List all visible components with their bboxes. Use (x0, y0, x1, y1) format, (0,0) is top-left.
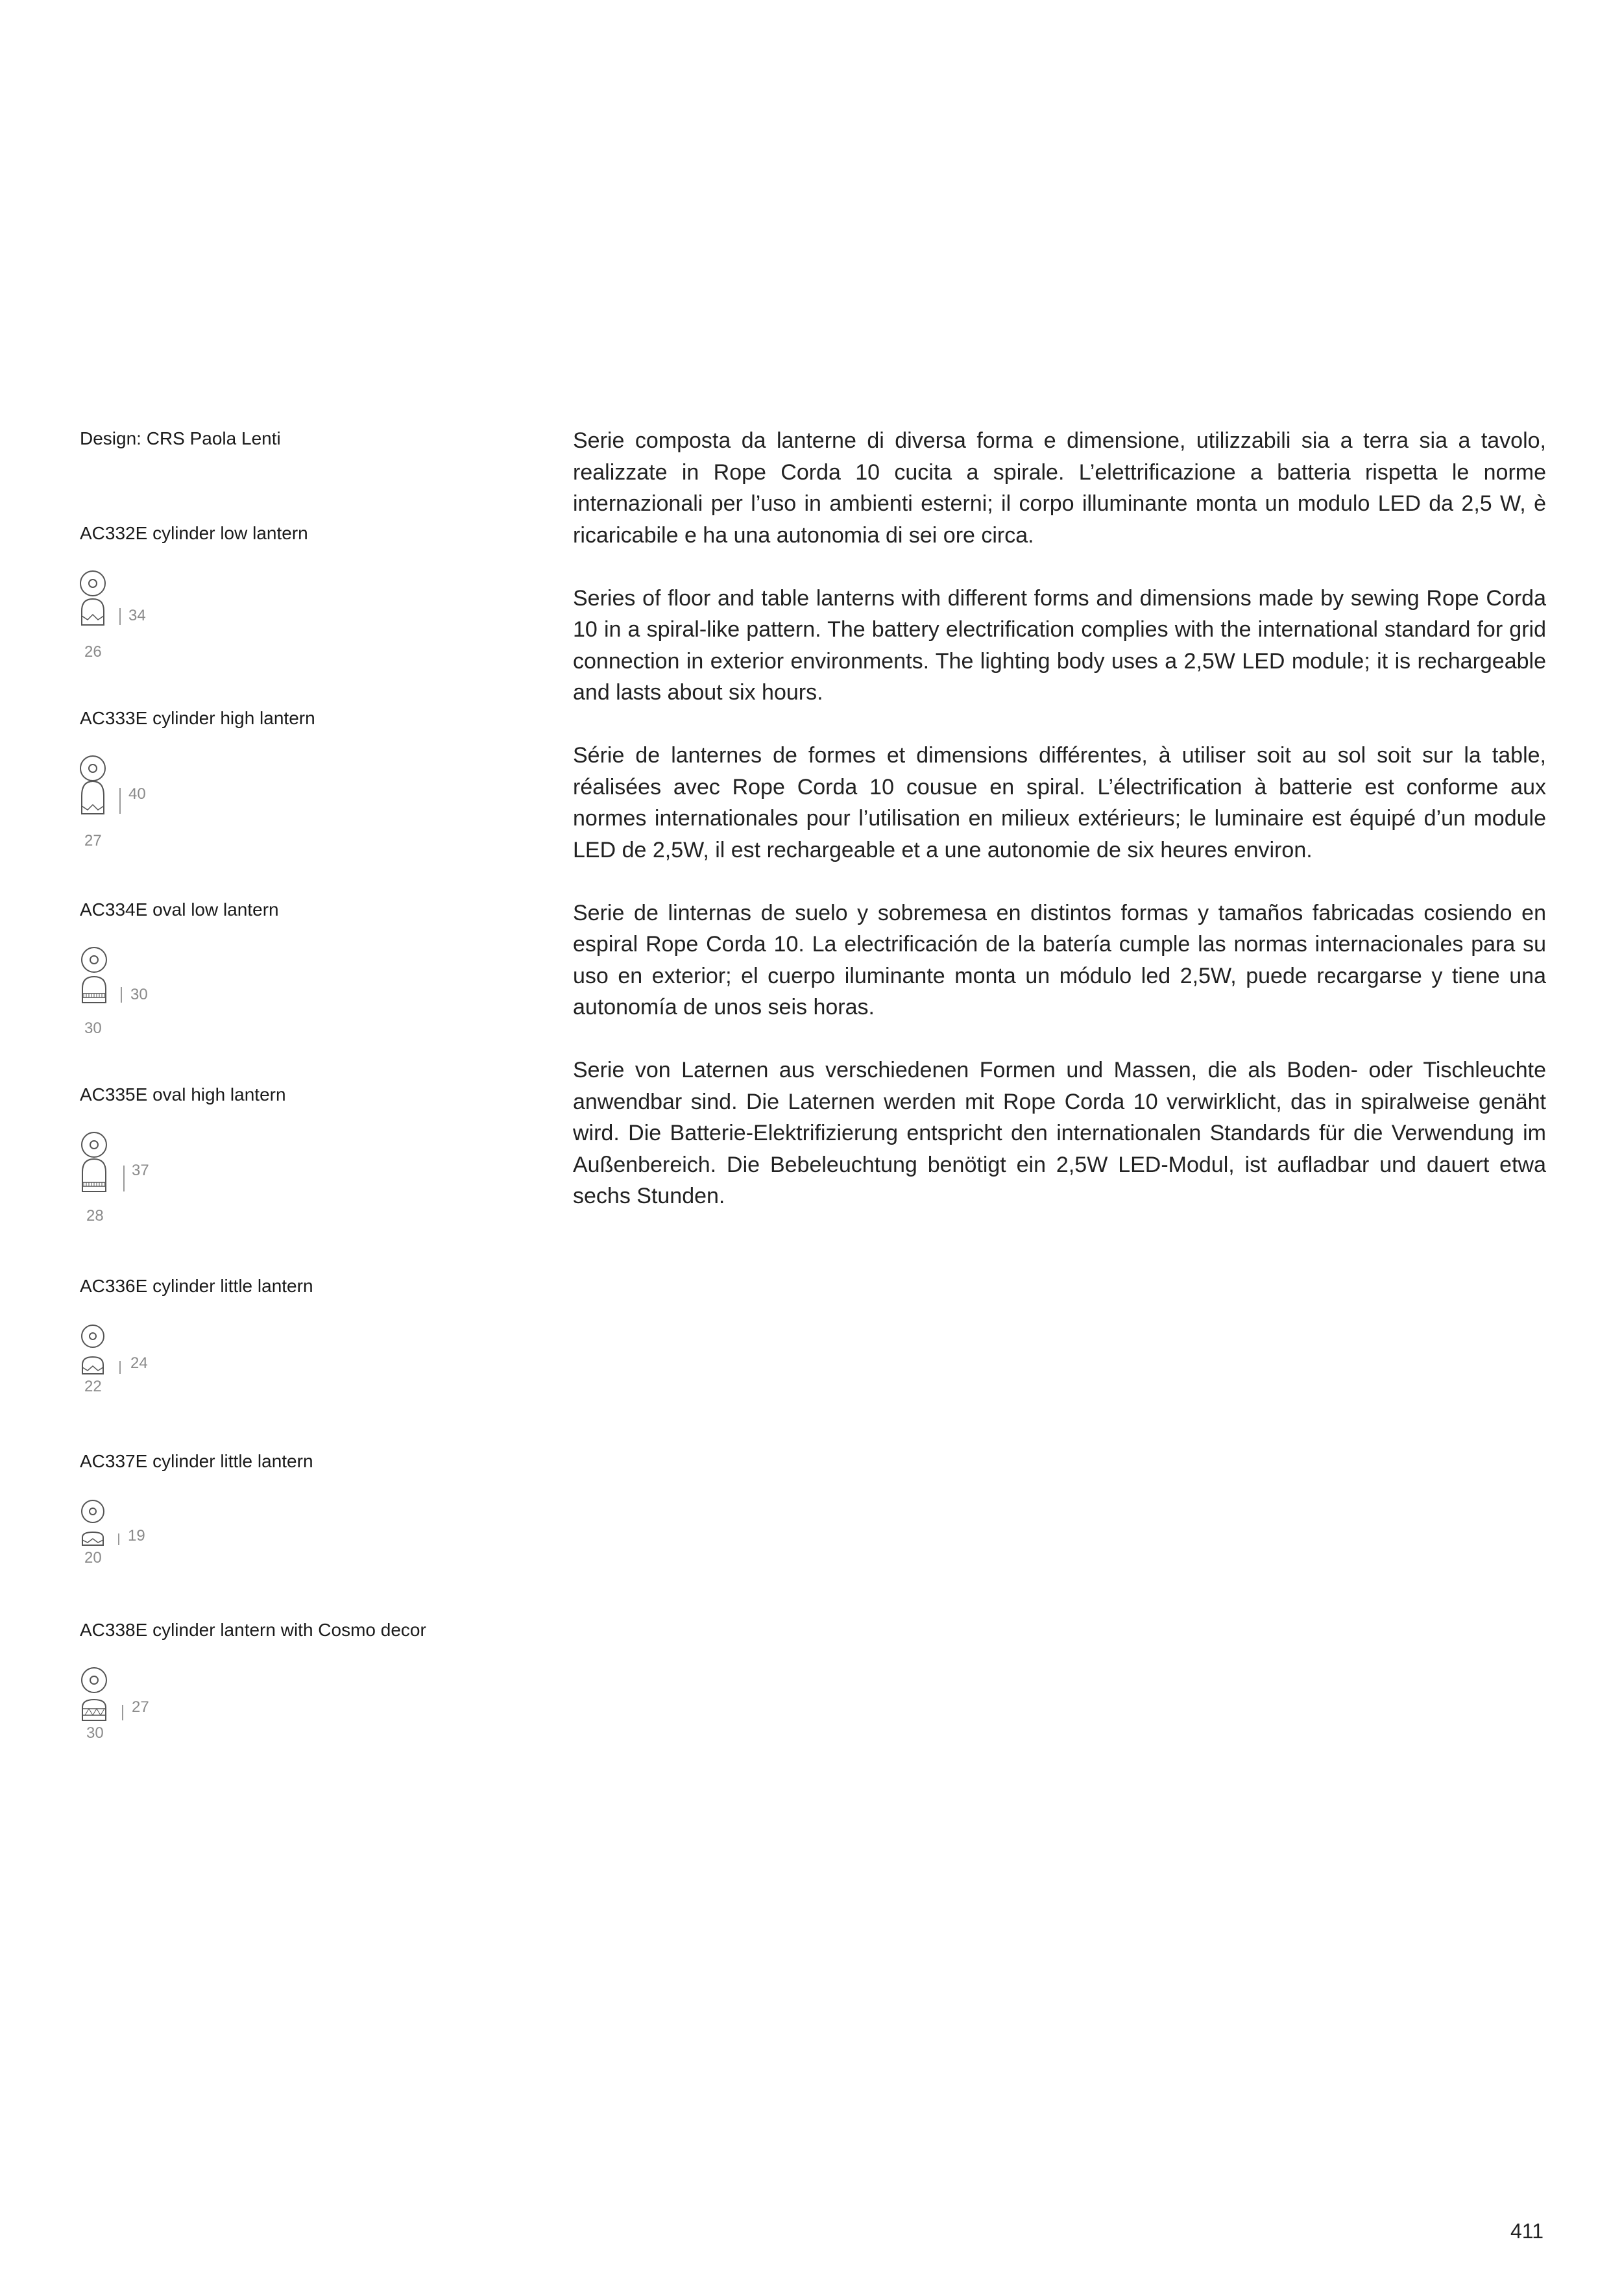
width-dimension: 30 (84, 1020, 102, 1037)
width-dimension: 28 (86, 1207, 104, 1225)
cylinder-high-icon (80, 755, 223, 827)
width-dimension: 27 (84, 832, 102, 849)
product-name: AC337E cylinder little lantern (80, 1451, 313, 1471)
height-dimension: 24 (130, 1354, 148, 1372)
height-dimension: 34 (128, 607, 146, 624)
product-drawing (80, 1498, 223, 1570)
cylinder-low-icon (80, 570, 223, 642)
product-drawing (80, 1323, 223, 1395)
product-name: AC338E cylinder lantern with Cosmo decor (80, 1620, 426, 1640)
width-dimension: 22 (84, 1378, 102, 1395)
product-name: AC333E cylinder high lantern (80, 708, 315, 728)
height-dimension: 37 (132, 1162, 149, 1179)
description-text (573, 425, 1546, 1243)
height-dimension: 27 (132, 1698, 149, 1716)
page-number: 411 (1510, 2219, 1544, 2243)
product-name: AC335E oval high lantern (80, 1084, 286, 1105)
product-entry (80, 707, 534, 849)
oval-high-icon (80, 1132, 223, 1203)
width-dimension: 30 (86, 1724, 104, 1742)
product-entry (80, 1619, 534, 1742)
product-entry (80, 899, 534, 1037)
design-credit: Design: CRS Paola Lenti (80, 428, 281, 448)
product-name: AC334E oval low lantern (80, 899, 279, 920)
description-spanish: Serie de linternas de suelo y sobremesa en distintos formas y tamaños fabricadas cosiendo en espiral Rope Corda 10. La electrificación de la batería cumple las normas internacionales para su uso en exterior; el cuerpo iluminante monta un módulo led 2,5W, puede recargarse y tiene una autonomía de unos seis horas. (573, 900, 1546, 1020)
description-german: Serie von Laternen aus verschiedenen Formen und Massen, die als Boden- oder Tischleuchte anwendbar sind. Die Laternen werden mit Rope Corda 10 verwirklicht, das in spiralweise genäht wird. Die Batterie-Elektrifizierung entspricht den internationalen Standards für die Verwendung im Außenbereich. Die Bebeleuchtung benötigt ein 2,5W LED-Modul, ist aufladbar und dauert etwa sechs Stunden. (573, 1058, 1546, 1208)
product-entry (80, 522, 534, 661)
description-italian: Serie composta da lanterne di diversa forma e dimensione, utilizzabili sia a terra sia a tavolo, realizzate in Rope Corda 10 cucita a spirale. L’elettrificazione a batteria rispetta le norme internazionali per l’uso in ambienti esterni; il corpo illuminante monta un modulo LED da 2,5 W, è ricaricabile e ha una autonomia di sei ore circa. (573, 428, 1546, 548)
oval-low-icon (80, 947, 223, 1018)
product-entry (80, 1450, 534, 1570)
product-drawing (80, 1667, 223, 1742)
width-dimension: 20 (84, 1549, 102, 1567)
height-dimension: 40 (128, 785, 146, 803)
product-entry (80, 1275, 534, 1395)
product-drawing (80, 1132, 223, 1225)
product-name: AC332E cylinder low lantern (80, 523, 308, 543)
height-dimension: 30 (130, 986, 148, 1003)
product-drawing (80, 947, 223, 1037)
product-entry (80, 1084, 534, 1225)
width-dimension: 26 (84, 643, 102, 661)
product-drawing (80, 755, 223, 849)
product-name: AC336E cylinder little lantern (80, 1276, 313, 1296)
height-dimension: 19 (128, 1527, 145, 1545)
description-english: Series of floor and table lanterns with different forms and dimensions made by sewing Rope Corda 10 in a spiral-like pattern. The battery electrification complies with the international standard for grid connection in exterior environments. The lighting body uses a 2,5W LED module; it is rechargeable and lasts about six hours. (573, 585, 1546, 705)
description-french: Série de lanternes de formes et dimensions différentes, à utiliser soit au sol soit sur la table, réalisées avec Rope Corda 10 cousue en spiral. L’électrification à batterie est conforme aux normes internationales pour l’utilisation en milieux extérieurs; le luminaire est équipé d’un module LED de 2,5W, il est rechargeable et a une autonomie de six heures environ. (573, 743, 1546, 862)
product-drawing (80, 570, 223, 661)
